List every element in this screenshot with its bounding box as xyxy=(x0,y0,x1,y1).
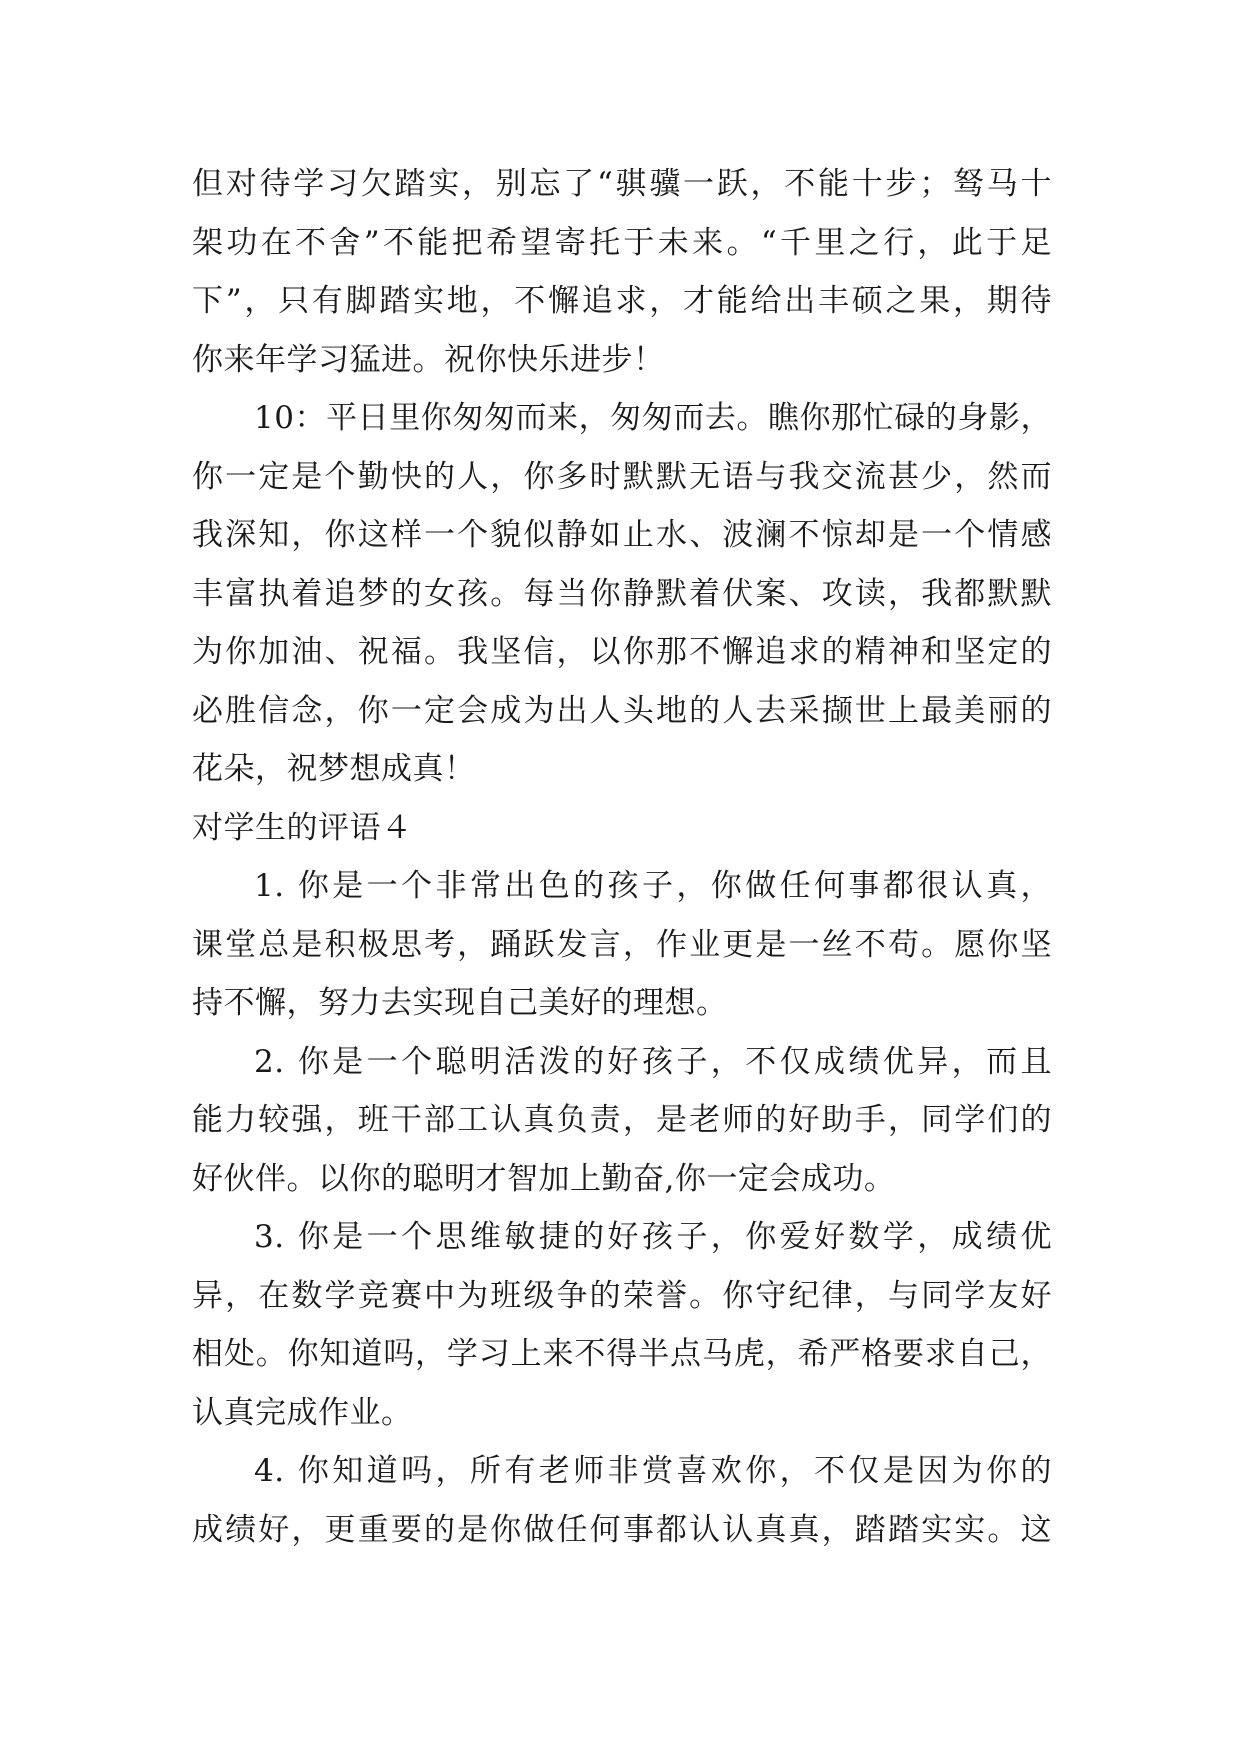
text-line: 能力较强，班干部工认真负责，是老师的好助手，同学们的 xyxy=(192,1102,1052,1138)
text-line: 但对待学习欠踏实，别忘了“骐骥一跃，不能十步；驽马十 xyxy=(192,166,1052,202)
text-line: 你一定是个勤快的人，你多时默默无语与我交流甚少，然而 xyxy=(192,458,1052,495)
text-line: 认真完成作业。 xyxy=(192,1394,413,1431)
text-line: 持不懈，努力去实现自己美好的理想。 xyxy=(192,985,728,1021)
text-line: 2. 你是一个聪明活泼的好孩子，不仅成绩优异，而且 xyxy=(254,1043,1052,1080)
text-line: 4. 你知道吗，所有老师非赏喜欢你，不仅是因为你的 xyxy=(254,1453,1052,1489)
text-line: 丰富执着追梦的女孩。每当你静默着伏案、攻读，我都默默 xyxy=(192,575,1052,612)
text-line: 1. 你是一个非常出色的孩子，你做任何事都很认真， xyxy=(254,868,1052,904)
text-line: 成绩好，更重要的是你做任何事都认认真真，踏踏实实。这 xyxy=(192,1511,1052,1548)
text-line: 10：平日里你匆匆而来，匆匆而去。瞧你那忙碌的身影， xyxy=(254,400,1052,436)
comment-item-3 xyxy=(192,1208,1052,1442)
document-page xyxy=(192,155,1052,1559)
section-heading: 对学生的评语４ xyxy=(192,809,413,846)
text-line: 好伙伴。以你的聪明才智加上勤奋,你一定会成功。 xyxy=(192,1160,896,1197)
text-line: 我深知，你这样一个貌似静如止水、波澜不惊却是一个情感 xyxy=(192,517,1052,553)
text-line: 为你加油、祝福。我坚信，以你那不懈追求的精神和坚定的 xyxy=(192,634,1052,670)
text-line: 你来年学习猛进。祝你快乐进步！ xyxy=(192,341,665,378)
comment-item-4 xyxy=(192,1442,1052,1559)
text-line: 3. 你是一个思维敏捷的好孩子，你爱好数学，成绩优 xyxy=(254,1219,1052,1255)
paragraph-continuation xyxy=(192,155,1052,389)
text-line: 花朵，祝梦想成真！ xyxy=(192,751,476,787)
text-line: 课堂总是积极思考，踊跃发言，作业更是一丝不苟。愿你坚 xyxy=(192,926,1052,963)
comment-item-2 xyxy=(192,1033,1052,1209)
text-line: 下”，只有脚踏实地，不懈追求，才能给出丰硕之果，期待 xyxy=(192,283,1052,319)
text-line: 异，在数学竞赛中为班级争的荣誉。你守纪律，与同学友好 xyxy=(192,1277,1052,1314)
text-line: 必胜信念，你一定会成为出人头地的人去采撷世上最美丽的 xyxy=(192,692,1052,729)
text-line: 相处。你知道吗，学习上来不得半点马虎，希严格要求自己， xyxy=(192,1336,1052,1372)
text-line: 架功在不舍”不能把希望寄托于未来。“千里之行，此于足 xyxy=(192,224,1052,261)
paragraph-item-10 xyxy=(192,389,1052,799)
comment-item-1 xyxy=(192,857,1052,1033)
